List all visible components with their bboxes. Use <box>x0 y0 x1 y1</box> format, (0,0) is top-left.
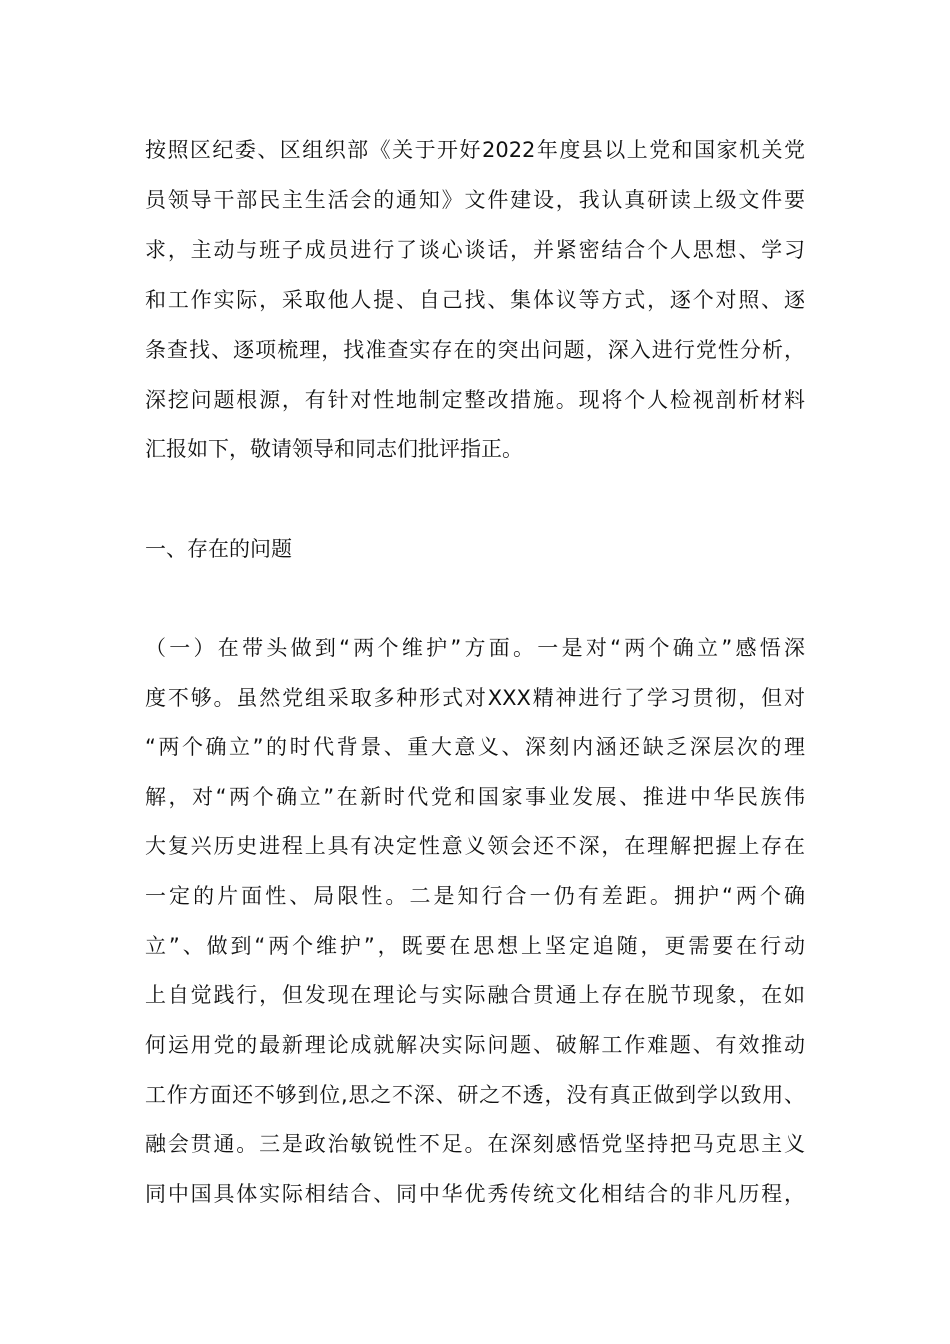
paragraph-1-line-4: 和工作实际，采取他人提、自己找、集体议等方式，逐个对照、逐 <box>145 288 805 312</box>
paragraph-2-line-2: 度不够。虽然党组采取多种形式对XXX精神进行了学习贯彻，但对 <box>145 686 805 710</box>
paragraph-2-line-9: 何运用党的最新理论成就解决实际问题、破解工作难题、有效推动 <box>145 1033 805 1057</box>
paragraph-1-line-5: 条查找、逐项梳理，找准查实存在的突出问题，深入进行党性分析， <box>145 338 805 362</box>
paragraph-2-line-7: 立”、做到“两个维护”，既要在思想上坚定追随，更需要在行动 <box>145 934 805 958</box>
paragraph-2-line-8: 上自觉践行，但发现在理论与实际融合贯通上存在脱节现象，在如 <box>145 983 805 1007</box>
paragraph-2-line-10: 工作方面还不够到位,思之不深、研之不透，没有真正做到学以致用、 <box>145 1083 805 1107</box>
paragraph-2-line-12: 同中国具体实际相结合、同中华优秀传统文化相结合的非凡历程， <box>145 1182 805 1206</box>
paragraph-1-line-2: 员领导干部民主生活会的通知》文件建设，我认真研读上级文件要 <box>145 188 805 212</box>
paragraph-2-line-6: 一定的片面性、局限性。二是知行合一仍有差距。拥护“两个确 <box>145 884 805 908</box>
paragraph-2-line-5: 大复兴历史进程上具有决定性意义领会还不深，在理解把握上存在 <box>145 834 805 858</box>
paragraph-2-line-1: （一）在带头做到“两个维护”方面。一是对“两个确立”感悟深 <box>145 636 805 660</box>
paragraph-1-line-7: 汇报如下，敬请领导和同志们批评指正。 <box>145 437 523 461</box>
paragraph-1-line-3: 求，主动与班子成员进行了谈心谈话，并紧密结合个人思想、学习 <box>145 238 805 262</box>
paragraph-1-line-1: 按照区纪委、区组织部《关于开好2022年度县以上党和国家机关党 <box>145 138 805 162</box>
section-heading-problems: 一、存在的问题 <box>145 537 292 561</box>
paragraph-2-line-4: 解，对“两个确立”在新时代党和国家事业发展、推进中华民族伟 <box>145 785 805 809</box>
paragraph-2-line-11: 融会贯通。三是政治敏锐性不足。在深刻感悟党坚持把马克思主义 <box>145 1132 805 1156</box>
paragraph-2-line-3: “两个确立”的时代背景、重大意义、深刻内涵还缺乏深层次的理 <box>145 735 805 759</box>
paragraph-1-line-6: 深挖问题根源，有针对性地制定整改措施。现将个人检视剖析材料 <box>145 388 805 412</box>
